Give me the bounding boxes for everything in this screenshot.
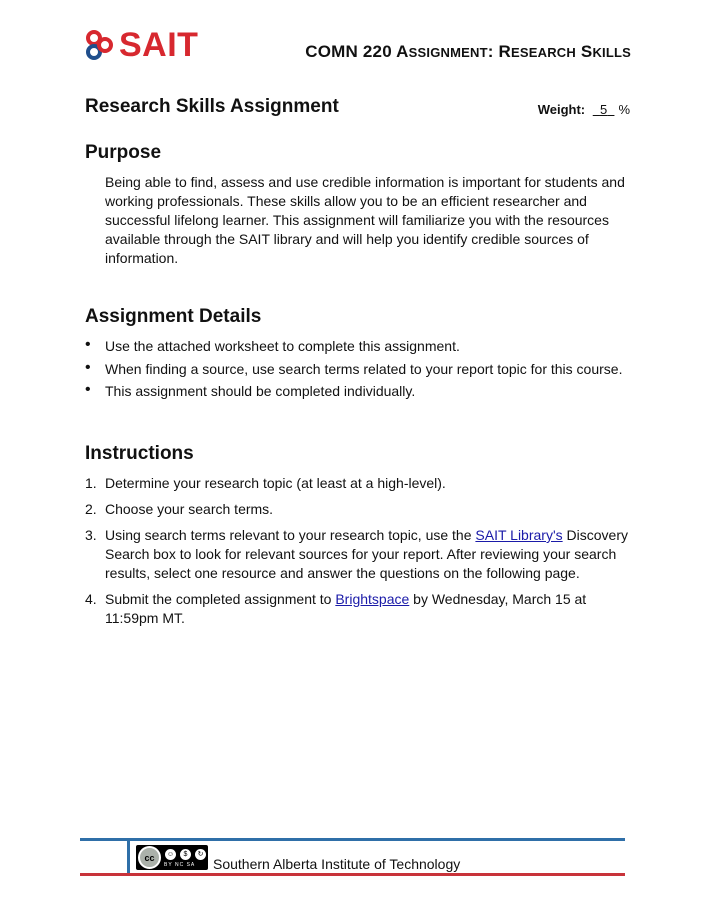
footer-vertical-divider xyxy=(127,841,130,873)
creative-commons-badge xyxy=(136,845,208,870)
document-title: Research Skills Assignment xyxy=(85,96,339,117)
title-part-3-rest: KILLS xyxy=(592,45,631,60)
sait-logo-icon xyxy=(83,28,117,62)
sait-library-link[interactable]: SAIT Library's xyxy=(475,527,563,543)
sharealike-icon: ↻ xyxy=(194,848,207,861)
footer-institution: Southern Alberta Institute of Technology xyxy=(213,856,461,872)
weight-label: Weight: xyxy=(537,102,586,117)
list-item: • When finding a source, use search terms related to your report topic for this course. xyxy=(85,358,623,377)
purpose-heading: Purpose xyxy=(85,142,162,163)
list-item: • This assignment should be completed individually. xyxy=(85,381,416,399)
list-item: • Use the attached worksheet to complete this assignment. xyxy=(85,336,460,354)
brightspace-link[interactable]: Brightspace xyxy=(335,591,410,607)
title-part-1-cap: A xyxy=(396,42,409,61)
list-item: 3. Using search terms relevant to your research topic, use the SAIT Library's Discovery Search box to look for relevant sources for your report. After reviewing your search results, select one resource and answer the questions on the following page. xyxy=(85,527,628,581)
list-item: 4. Submit the completed assignment to Brightspace by Wednesday, March 15 at 11:59pm MT. xyxy=(85,591,587,626)
bullet-icon: • xyxy=(85,381,91,398)
step-number: 4. xyxy=(85,591,97,607)
step-number: 3. xyxy=(85,527,97,543)
noncommercial-icon: $ xyxy=(179,848,192,861)
details-list xyxy=(85,337,622,405)
footer-divider-top xyxy=(80,838,625,841)
course-title xyxy=(305,42,631,62)
title-part-2-rest: ESEARCH xyxy=(511,45,576,60)
instructions-heading: Instructions xyxy=(85,443,194,464)
instructions-list xyxy=(85,474,635,635)
sait-logo-text: SAIT xyxy=(119,26,199,64)
bullet-icon: • xyxy=(85,358,91,376)
weight-unit: % xyxy=(618,102,630,117)
sait-logo xyxy=(83,28,198,62)
step-number: 1. xyxy=(85,475,97,491)
weight-value: 5 xyxy=(599,102,608,117)
cc-icon: cc xyxy=(138,846,161,869)
footer-divider-bottom xyxy=(80,873,625,876)
list-item: 1. Determine your research topic (at least at a high-level). xyxy=(85,475,446,491)
step-number: 2. xyxy=(85,501,97,517)
license-label: BY NC SA xyxy=(164,861,196,868)
title-part-1-rest: SSIGNMENT xyxy=(408,45,488,60)
details-heading: Assignment Details xyxy=(85,306,262,327)
list-item: 2. Choose your search terms. xyxy=(85,501,274,517)
title-part-3-cap: S xyxy=(575,42,593,61)
course-code: COMN 220 xyxy=(305,42,397,61)
bullet-icon: • xyxy=(85,336,91,353)
weight-field xyxy=(538,102,630,117)
purpose-text: Being able to find, assess and use credible information is important for students and working professionals. These skills allow you to be an efficient researcher and successful lifelong learner. This assignment will familiarize you with the resources available through the SAIT library and will help you identify credible sources of information. xyxy=(105,174,625,266)
attribution-icon: ☺ xyxy=(164,848,177,861)
title-part-2-cap: : R xyxy=(487,42,511,61)
